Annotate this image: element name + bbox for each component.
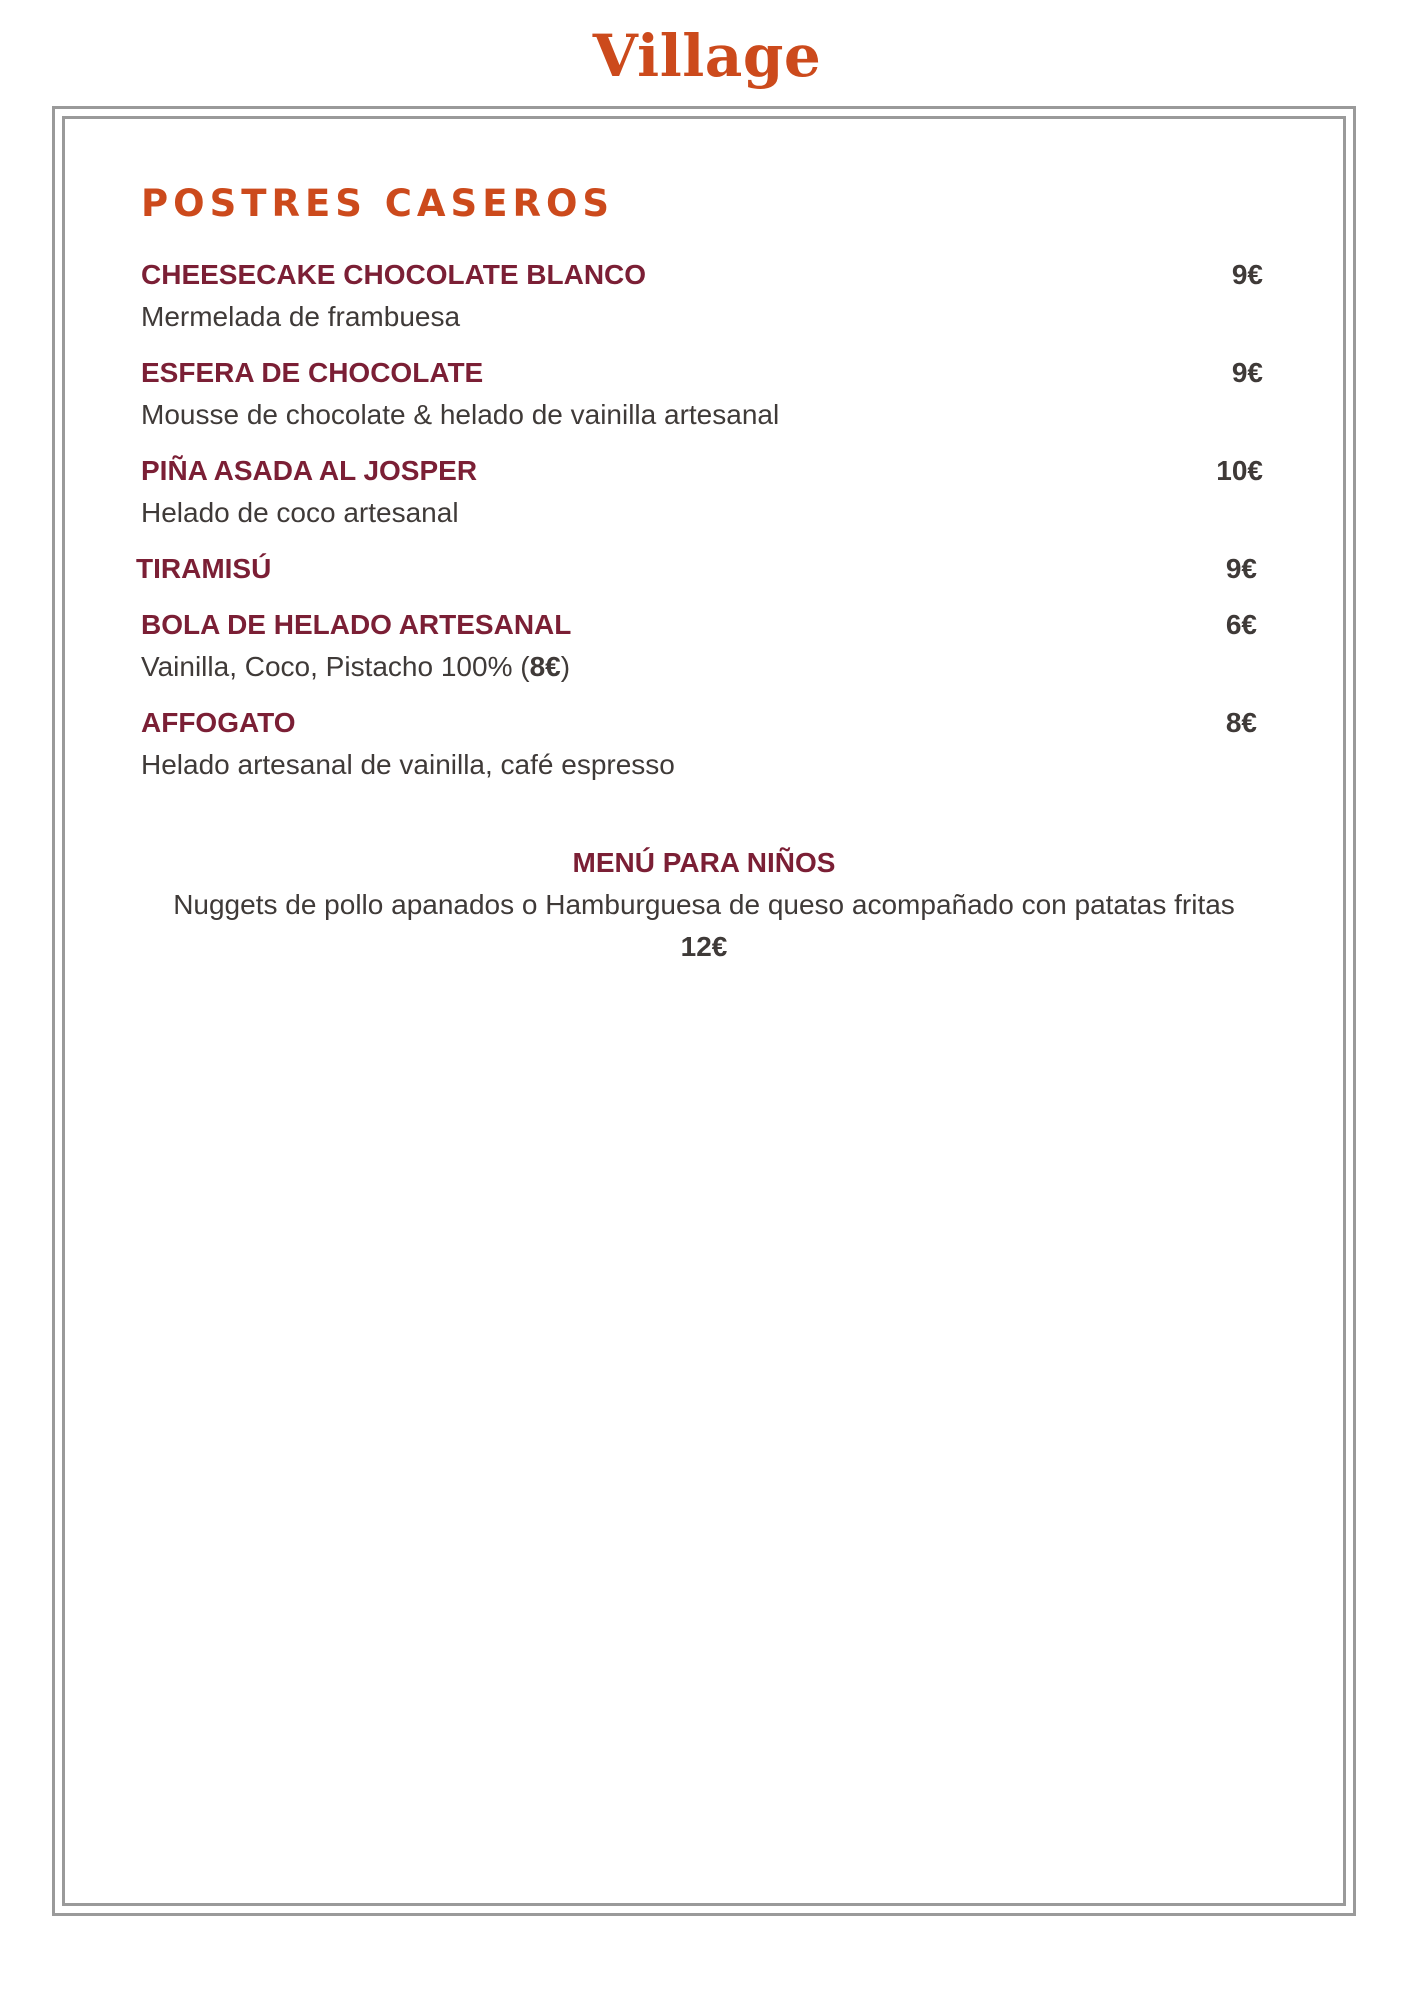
menu-item-price: 10€ (1216, 455, 1263, 486)
menu-item-name: AFFOGATO (141, 707, 296, 738)
menu-item-price: 8€ (1225, 707, 1257, 738)
kids-menu-description: Nuggets de pollo apanados o Hamburguesa de queso acompañado con patatas fritas (173, 889, 1235, 920)
kids-menu-price: 12€ (680, 931, 728, 962)
menu-item-description: Mermelada de frambuesa (141, 301, 461, 332)
menu-item-name: TIRAMISÚ (136, 553, 272, 584)
menu-item-name: PIÑA ASADA AL JOSPER (141, 455, 478, 486)
menu-item-price: 9€ (1231, 259, 1263, 290)
section-title: POSTRES CASEROS (141, 182, 615, 225)
menu-item-price: 9€ (1225, 553, 1257, 584)
menu-item-description: Helado de coco artesanal (141, 497, 459, 528)
menu-item-price: 9€ (1231, 357, 1263, 388)
menu-item-price: 6€ (1225, 609, 1257, 640)
menu-item-name: BOLA DE HELADO ARTESANAL (141, 609, 572, 640)
menu-item-name: CHEESECAKE CHOCOLATE BLANCO (141, 259, 647, 290)
menu-item-description: Helado artesanal de vainilla, café espresso (141, 749, 675, 780)
menu-item-name: ESFERA DE CHOCOLATE (141, 357, 484, 388)
kids-menu-title: MENÚ PARA NIÑOS (572, 847, 836, 878)
menu-item-description: Mousse de chocolate & helado de vainilla artesanal (141, 399, 780, 430)
menu-item-description: Vainilla, Coco, Pistacho 100% (8€) (141, 651, 571, 682)
brand-logo: Village (592, 22, 822, 90)
